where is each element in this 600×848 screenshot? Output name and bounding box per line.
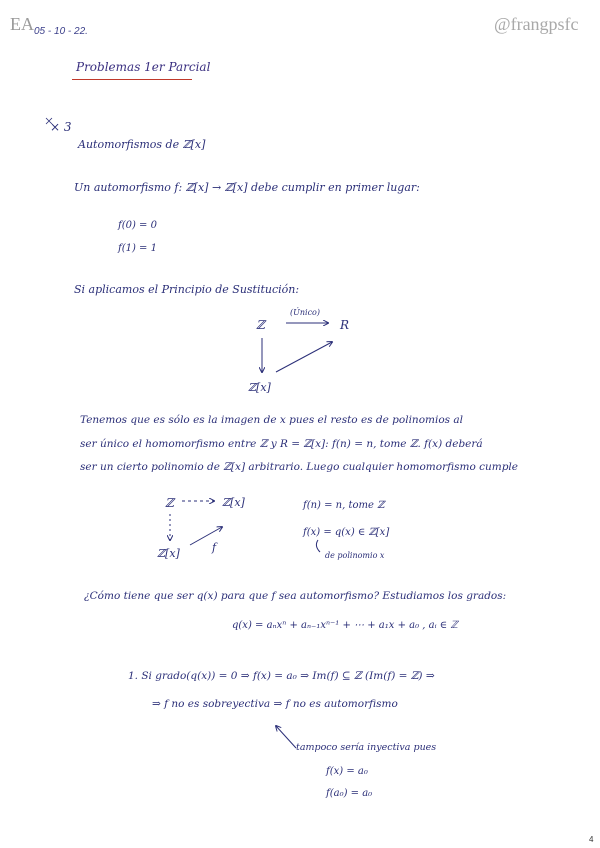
diagram2-eq1: f(n) = n, tome ℤ [303,500,385,511]
paragraph-line-1: Tenemos que es sólo es la imagen de x pues el resto es de polinomios al [80,414,463,426]
diagram2-bottom: ℤ[x] [157,547,180,560]
problem-number: × 3 [50,120,72,134]
condition-one: f(0) = 0 [118,220,157,231]
page-title: Problemas 1er Parcial [76,60,211,74]
watermark: @frangpsfc [494,14,579,34]
note-eq-1: f(x) = a₀ [326,766,368,777]
paragraph-line-2: ser único el homomorfismo entre ℤ y R = ℤ[x]: f(n) = n, tome ℤ. f(x) deberá [80,438,483,450]
paragraph-line-3: ser un cierto polinomio de ℤ[x] arbitrario. Luego cualquier homomorfismo cumple [80,461,518,473]
diagram2-top-left: ℤ [165,496,174,510]
page-number: 4 [589,835,594,844]
diagram1-diag-arrow [276,342,332,372]
corner-mark: EA [10,14,34,34]
diagram2-eq2: f(x) = q(x) ∈ ℤ[x] [303,527,390,538]
case1-line-1: 1. Si grado(q(x)) = 0 ⇒ f(x) = a₀ ⇒ Im(f) ⊆ ℤ (Im(f) = ℤ) ⇒ [128,670,435,682]
condition-two: f(1) = 1 [118,243,157,254]
intro-line: Un automorfismo f: ℤ[x] → ℤ[x] debe cumplir en primer lugar: [74,181,420,194]
note-eq-2: f(a₀) = a₀ [326,788,373,799]
diagram1-top-right: R [340,318,350,332]
date: 05 - 10 - 22. [34,26,88,37]
diagram1-arrow-label: (Único) [290,308,320,317]
diagram2-brace [316,540,320,552]
question-line: ¿Cómo tiene que ser q(x) para que f sea automorfismo? Estudiamos los grados: [84,590,507,602]
polynomial-line: q(x) = aₙxⁿ + aₙ₋₁xⁿ⁻¹ + ⋯ + a₁x + a₀ , aᵢ ∈ ℤ [232,620,458,631]
problem-cross-mark [46,118,52,124]
diagram2-top-right: ℤ[x] [222,496,245,509]
note-line: tampoco sería inyectiva pues [296,742,437,753]
diagram2-diag-label: f [212,541,217,554]
principle-line: Si aplicamos el Principio de Sustitución: [74,283,300,296]
diagram1-top-left: ℤ [256,318,265,332]
diagram2-eq2-note: de polinomio x [325,551,385,560]
heading-line: Automorfismos de ℤ[x] [78,138,206,151]
note-arrow [276,726,296,748]
diagram1-bottom: ℤ[x] [248,381,271,394]
case1-line-2: ⇒ f no es sobreyectiva ⇒ f no es automorfismo [152,698,398,710]
diagram2-diag-arrow [190,527,222,545]
